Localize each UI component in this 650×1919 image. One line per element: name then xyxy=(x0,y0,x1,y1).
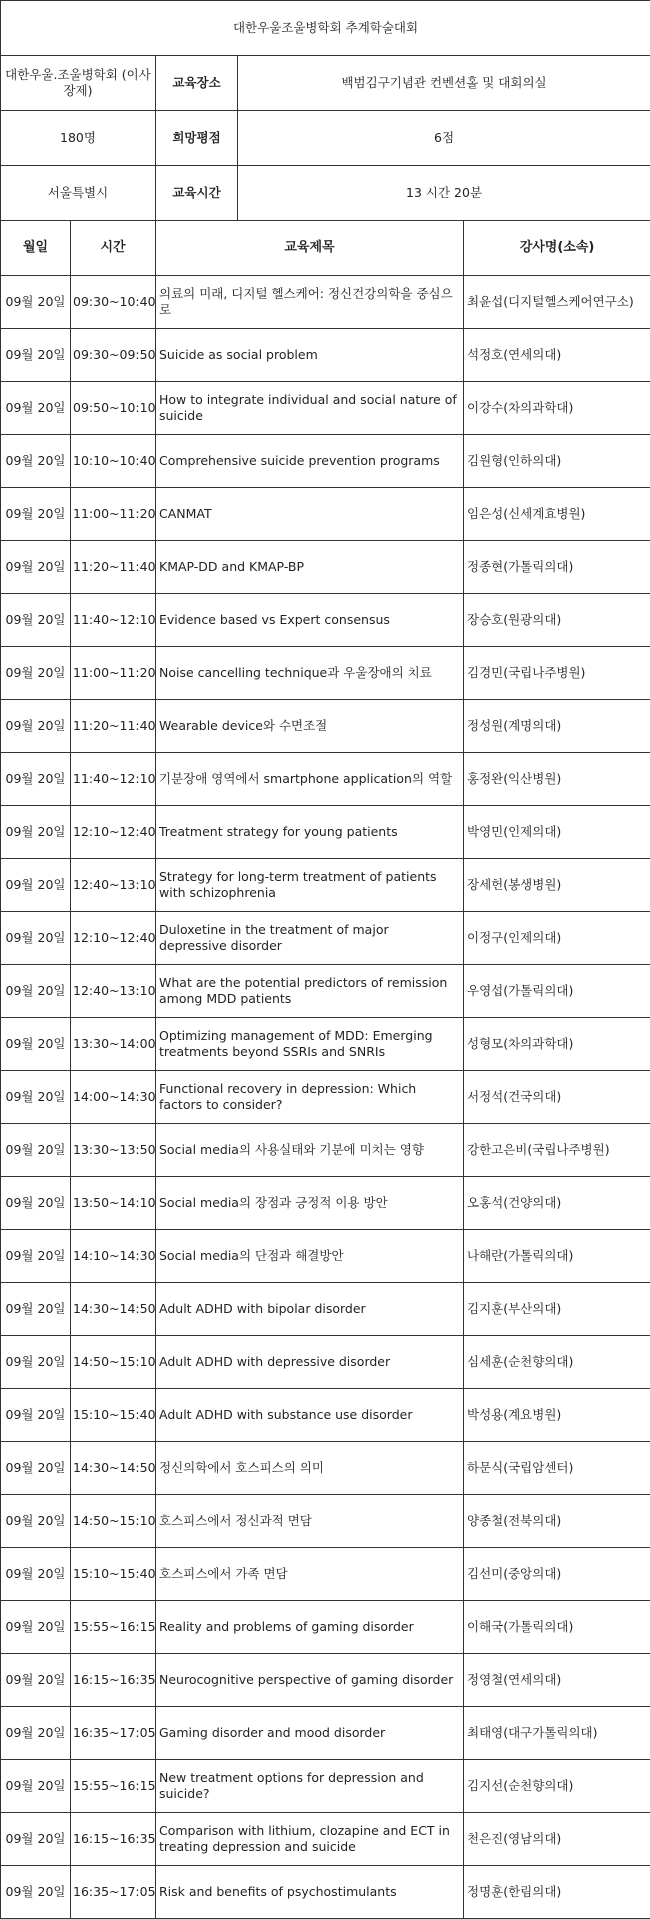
session-title: Gaming disorder and mood disorder xyxy=(156,1707,464,1760)
duration-label: 교육시간 xyxy=(156,166,238,221)
session-speaker: 하문식(국립암센터) xyxy=(464,1442,650,1495)
session-date: 09월 20일 xyxy=(1,1336,71,1389)
session-speaker: 임은성(신세계효병원) xyxy=(464,488,650,541)
credit-value: 6점 xyxy=(238,111,650,166)
session-title: Social media의 단점과 해결방안 xyxy=(156,1230,464,1283)
session-time: 13:50~14:10 xyxy=(71,1177,156,1230)
session-title: 의료의 미래, 디지털 헬스케어: 정신건강의학을 중심으로 xyxy=(156,276,464,329)
table-row xyxy=(1,1548,650,1601)
session-date: 09월 20일 xyxy=(1,1495,71,1548)
session-speaker: 강한고은비(국립나주병원) xyxy=(464,1124,650,1177)
session-time: 12:40~13:10 xyxy=(71,859,156,912)
session-title: Adult ADHD with bipolar disorder xyxy=(156,1283,464,1336)
table-row xyxy=(1,1336,650,1389)
table-row xyxy=(1,1018,650,1071)
table-row xyxy=(1,1124,650,1177)
session-date: 09월 20일 xyxy=(1,1707,71,1760)
session-date: 09월 20일 xyxy=(1,1813,71,1866)
session-title: Functional recovery in depression: Which factors to consider? xyxy=(156,1071,464,1124)
session-title: Suicide as social problem xyxy=(156,329,464,382)
session-speaker: 정성원(계명의대) xyxy=(464,700,650,753)
table-row xyxy=(1,488,650,541)
session-time: 15:10~15:40 xyxy=(71,1389,156,1442)
table-row xyxy=(1,647,650,700)
capacity-value: 180명 xyxy=(1,111,156,166)
table-row xyxy=(1,1283,650,1336)
session-time: 12:10~12:40 xyxy=(71,806,156,859)
session-date: 09월 20일 xyxy=(1,806,71,859)
session-title: KMAP-DD and KMAP-BP xyxy=(156,541,464,594)
session-title: Duloxetine in the treatment of major depressive disorder xyxy=(156,912,464,965)
session-date: 09월 20일 xyxy=(1,1760,71,1813)
table-row xyxy=(1,382,650,435)
session-title: Adult ADHD with depressive disorder xyxy=(156,1336,464,1389)
session-speaker: 이해국(가톨릭의대) xyxy=(464,1601,650,1654)
session-title: New treatment options for depression and suicide? xyxy=(156,1760,464,1813)
table-row xyxy=(1,1389,650,1442)
session-date: 09월 20일 xyxy=(1,1389,71,1442)
session-title: Risk and benefits of psychostimulants xyxy=(156,1866,464,1919)
session-time: 14:10~14:30 xyxy=(71,1230,156,1283)
session-speaker: 김지훈(부산의대) xyxy=(464,1283,650,1336)
column-header-date: 월일 xyxy=(1,221,71,276)
session-date: 09월 20일 xyxy=(1,859,71,912)
session-speaker: 정영철(연세의대) xyxy=(464,1654,650,1707)
session-date: 09월 20일 xyxy=(1,1654,71,1707)
session-speaker: 홍정완(익산병원) xyxy=(464,753,650,806)
session-speaker: 장세헌(봉생병원) xyxy=(464,859,650,912)
session-time: 11:20~11:40 xyxy=(71,700,156,753)
title-row xyxy=(1,1,650,56)
session-title: What are the potential predictors of remission among MDD patients xyxy=(156,965,464,1018)
session-title: 기분장애 영역에서 smartphone application의 역할 xyxy=(156,753,464,806)
session-date: 09월 20일 xyxy=(1,541,71,594)
session-speaker: 이정구(인제의대) xyxy=(464,912,650,965)
session-date: 09월 20일 xyxy=(1,1071,71,1124)
table-row xyxy=(1,1813,650,1866)
session-speaker: 석정호(연세의대) xyxy=(464,329,650,382)
session-date: 09월 20일 xyxy=(1,1442,71,1495)
session-title: Evidence based vs Expert consensus xyxy=(156,594,464,647)
table-row xyxy=(1,594,650,647)
table-row xyxy=(1,1866,650,1919)
table-row xyxy=(1,859,650,912)
table-row xyxy=(1,1760,650,1813)
table-row xyxy=(1,965,650,1018)
session-speaker: 나해란(가톨릭의대) xyxy=(464,1230,650,1283)
session-title: 정신의학에서 호스피스의 의미 xyxy=(156,1442,464,1495)
session-date: 09월 20일 xyxy=(1,1866,71,1919)
table-row xyxy=(1,1230,650,1283)
column-header-title: 교육제목 xyxy=(156,221,464,276)
session-date: 09월 20일 xyxy=(1,329,71,382)
session-speaker: 성형모(차의과학대) xyxy=(464,1018,650,1071)
table-row xyxy=(1,1071,650,1124)
session-speaker: 최태영(대구가톨릭의대) xyxy=(464,1707,650,1760)
session-speaker: 심세훈(순천향의대) xyxy=(464,1336,650,1389)
session-speaker: 우영섭(가톨릭의대) xyxy=(464,965,650,1018)
table-row xyxy=(1,912,650,965)
session-date: 09월 20일 xyxy=(1,488,71,541)
session-time: 13:30~14:00 xyxy=(71,1018,156,1071)
session-speaker: 정명훈(한림의대) xyxy=(464,1866,650,1919)
session-speaker: 박성용(계요병원) xyxy=(464,1389,650,1442)
table-row xyxy=(1,806,650,859)
table-row xyxy=(1,1654,650,1707)
session-time: 14:50~15:10 xyxy=(71,1336,156,1389)
session-speaker: 박영민(인제의대) xyxy=(464,806,650,859)
session-title: 호스피스에서 정신과적 면담 xyxy=(156,1495,464,1548)
session-time: 09:50~10:10 xyxy=(71,382,156,435)
session-time: 15:55~16:15 xyxy=(71,1601,156,1654)
session-date: 09월 20일 xyxy=(1,1018,71,1071)
table-row xyxy=(1,541,650,594)
session-date: 09월 20일 xyxy=(1,912,71,965)
session-speaker: 김지선(순천향의대) xyxy=(464,1760,650,1813)
session-title: Noise cancelling technique과 우울장애의 치료 xyxy=(156,647,464,700)
session-time: 15:10~15:40 xyxy=(71,1548,156,1601)
session-time: 16:35~17:05 xyxy=(71,1866,156,1919)
session-speaker: 김경민(국립나주병원) xyxy=(464,647,650,700)
session-date: 09월 20일 xyxy=(1,1177,71,1230)
column-header-speaker: 강사명(소속) xyxy=(464,221,650,276)
session-date: 09월 20일 xyxy=(1,1124,71,1177)
session-speaker: 최윤섭(디지털헬스케어연구소) xyxy=(464,276,650,329)
session-title: Comparison with lithium, clozapine and ECT in treating depression and suicide xyxy=(156,1813,464,1866)
session-date: 09월 20일 xyxy=(1,276,71,329)
session-date: 09월 20일 xyxy=(1,594,71,647)
session-time: 12:10~12:40 xyxy=(71,912,156,965)
session-time: 14:30~14:50 xyxy=(71,1442,156,1495)
column-header-time: 시간 xyxy=(71,221,156,276)
session-time: 11:40~12:10 xyxy=(71,753,156,806)
session-title: Reality and problems of gaming disorder xyxy=(156,1601,464,1654)
table-row xyxy=(1,700,650,753)
session-title: Social media의 사용실태와 기분에 미치는 영향 xyxy=(156,1124,464,1177)
session-time: 16:15~16:35 xyxy=(71,1654,156,1707)
table-row xyxy=(1,1707,650,1760)
session-speaker: 김원형(인하의대) xyxy=(464,435,650,488)
session-title: 호스피스에서 가족 면담 xyxy=(156,1548,464,1601)
session-time: 16:15~16:35 xyxy=(71,1813,156,1866)
session-title: CANMAT xyxy=(156,488,464,541)
table-row xyxy=(1,435,650,488)
session-speaker: 천은진(영남의대) xyxy=(464,1813,650,1866)
session-date: 09월 20일 xyxy=(1,1283,71,1336)
session-date: 09월 20일 xyxy=(1,1601,71,1654)
credit-label: 희망평점 xyxy=(156,111,238,166)
session-speaker: 이강수(차의과학대) xyxy=(464,382,650,435)
table-row xyxy=(1,1177,650,1230)
venue-label: 교육장소 xyxy=(156,56,238,111)
session-time: 11:40~12:10 xyxy=(71,594,156,647)
info-row-duration xyxy=(1,166,650,221)
session-time: 14:00~14:30 xyxy=(71,1071,156,1124)
session-time: 11:00~11:20 xyxy=(71,488,156,541)
session-title: Optimizing management of MDD: Emerging treatments beyond SSRIs and SNRIs xyxy=(156,1018,464,1071)
session-title: Treatment strategy for young patients xyxy=(156,806,464,859)
session-title: Adult ADHD with substance use disorder xyxy=(156,1389,464,1442)
table-row xyxy=(1,1442,650,1495)
session-date: 09월 20일 xyxy=(1,1230,71,1283)
session-time: 11:20~11:40 xyxy=(71,541,156,594)
session-date: 09월 20일 xyxy=(1,1548,71,1601)
session-date: 09월 20일 xyxy=(1,647,71,700)
session-time: 09:30~10:40 xyxy=(71,276,156,329)
session-date: 09월 20일 xyxy=(1,382,71,435)
table-row xyxy=(1,1495,650,1548)
session-time: 13:30~13:50 xyxy=(71,1124,156,1177)
session-title: Social media의 장점과 긍정적 이용 방안 xyxy=(156,1177,464,1230)
session-time: 12:40~13:10 xyxy=(71,965,156,1018)
session-title: Strategy for long-term treatment of patients with schizophrenia xyxy=(156,859,464,912)
organizer-value: 대한우울.조울병학회 (이사장제) xyxy=(1,56,156,111)
session-speaker: 양종철(전북의대) xyxy=(464,1495,650,1548)
session-title: How to integrate individual and social nature of suicide xyxy=(156,382,464,435)
session-date: 09월 20일 xyxy=(1,435,71,488)
session-speaker: 장승호(원광의대) xyxy=(464,594,650,647)
info-row-venue xyxy=(1,56,650,111)
venue-value: 백범김구기념관 컨벤션홀 및 대회의실 xyxy=(238,56,650,111)
table-row xyxy=(1,1601,650,1654)
session-title: Neurocognitive perspective of gaming disorder xyxy=(156,1654,464,1707)
info-row-credits xyxy=(1,111,650,166)
table-row xyxy=(1,753,650,806)
session-time: 16:35~17:05 xyxy=(71,1707,156,1760)
session-speaker: 김선미(중앙의대) xyxy=(464,1548,650,1601)
session-time: 14:30~14:50 xyxy=(71,1283,156,1336)
session-speaker: 정종현(가톨릭의대) xyxy=(464,541,650,594)
session-title: Comprehensive suicide prevention programs xyxy=(156,435,464,488)
session-time: 14:50~15:10 xyxy=(71,1495,156,1548)
session-speaker: 오홍석(건양의대) xyxy=(464,1177,650,1230)
page-title: 대한우울조울병학회 추계학술대회 xyxy=(1,1,650,56)
session-date: 09월 20일 xyxy=(1,965,71,1018)
session-time: 10:10~10:40 xyxy=(71,435,156,488)
column-header-row xyxy=(1,221,650,276)
table-row xyxy=(1,276,650,329)
table-row xyxy=(1,329,650,382)
duration-value: 13 시간 20분 xyxy=(238,166,650,221)
session-time: 09:30~09:50 xyxy=(71,329,156,382)
session-date: 09월 20일 xyxy=(1,700,71,753)
session-time: 11:00~11:20 xyxy=(71,647,156,700)
session-date: 09월 20일 xyxy=(1,753,71,806)
session-title: Wearable device와 수면조절 xyxy=(156,700,464,753)
session-speaker: 서정석(건국의대) xyxy=(464,1071,650,1124)
region-value: 서울특별시 xyxy=(1,166,156,221)
session-time: 15:55~16:15 xyxy=(71,1760,156,1813)
